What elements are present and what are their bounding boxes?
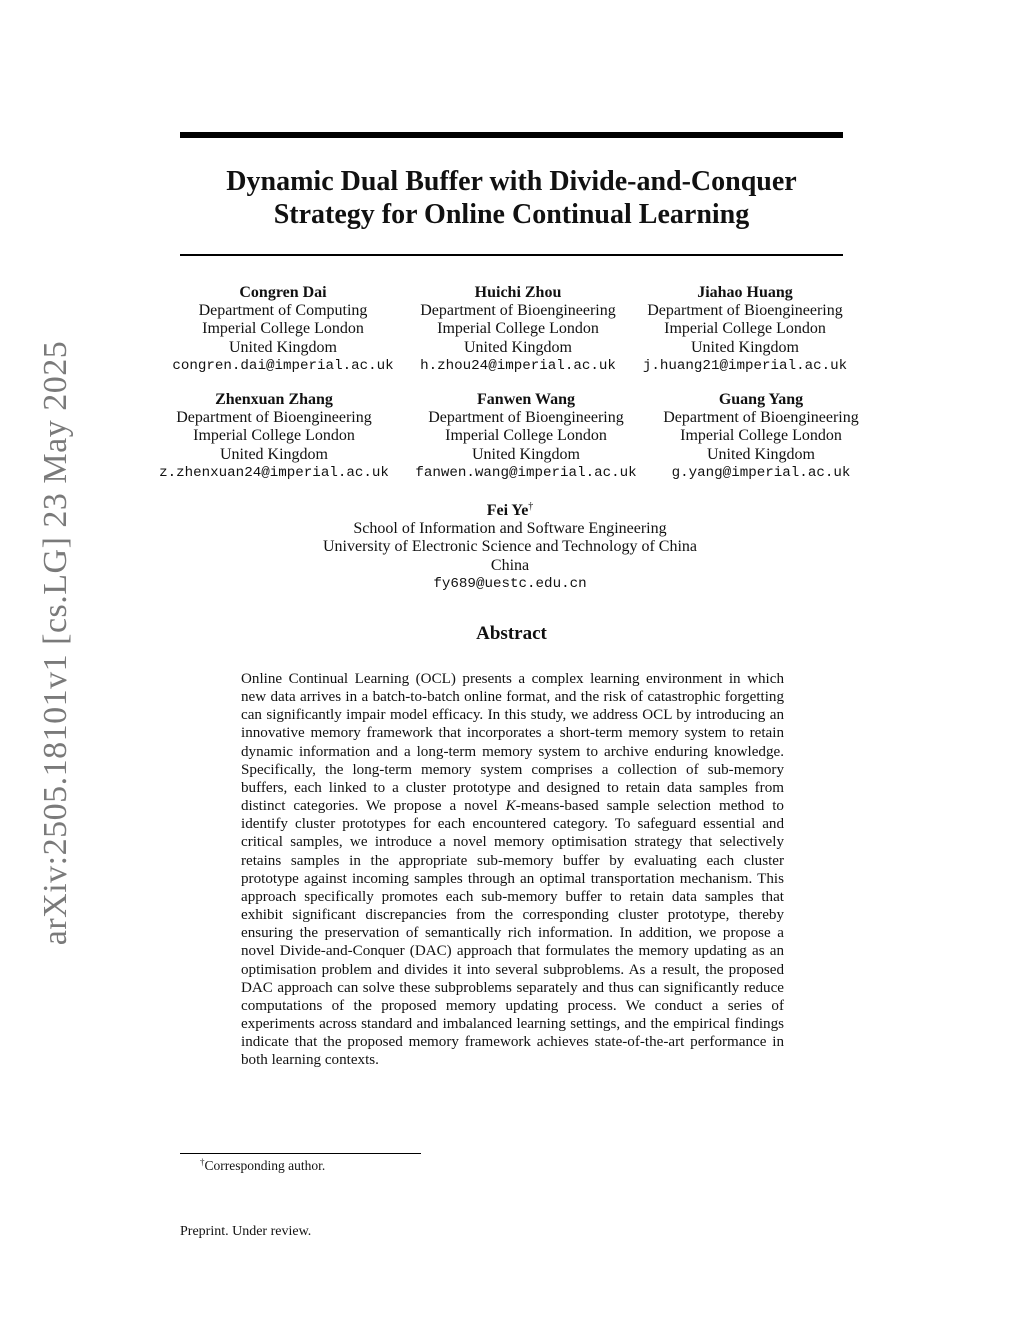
author-institution: Imperial College London [664, 320, 826, 338]
author-name: Fanwen Wang [477, 391, 575, 408]
author-email[interactable]: z.zhenxuan24@imperial.ac.uk [159, 464, 389, 481]
author-country: United Kingdom [463, 338, 572, 356]
author-email[interactable]: congren.dai@imperial.ac.uk [172, 357, 394, 374]
author-email[interactable]: g.yang@imperial.ac.uk [671, 464, 851, 481]
footnote-rule [180, 1153, 421, 1154]
author-institution: Imperial College London [193, 427, 355, 445]
author-institution: Imperial College London [445, 427, 607, 445]
author-block [663, 391, 859, 482]
author-name: Guang Yang [718, 391, 804, 408]
author-email[interactable]: fanwen.wang@imperial.ac.uk [415, 464, 637, 481]
abstract-text-part-1: Online Continual Learning (OCL) presents a complex learning environment in which new data arrives in a batch-to-batch online format, and the risk of catastrophic forgetting can significantly impair model efficacy. In this study, we address OCL by introducing an innovative memory framework that incorporates a short-term memory system to retain dynamic information and a long-term memory system to archive enduring knowledge. Specifically, the long-term memory system comprises a collection of sub-memory buffers, each linked to a cluster prototype and designed to retain data samples from distinct categories. We propose a novel [241, 671, 784, 815]
abstract-heading: Abstract [476, 623, 547, 644]
author-institution: Imperial College London [680, 427, 842, 445]
author-country: United Kingdom [229, 338, 337, 356]
author-name-text: Fei Ye [486, 502, 529, 519]
author-country: United Kingdom [691, 338, 799, 356]
author-block [159, 391, 389, 482]
author-block [415, 391, 636, 482]
author-block [172, 284, 393, 375]
author-country: United Kingdom [707, 445, 815, 463]
author-department: School of Information and Software Engineering [353, 520, 667, 538]
author-email[interactable]: fy689@uestc.edu.cn [433, 575, 587, 592]
author-name: Congren Dai [239, 284, 327, 301]
author-country: United Kingdom [220, 445, 328, 463]
paper-title [180, 165, 843, 231]
author-block [643, 284, 847, 375]
author-name: Zhenxuan Zhang [215, 391, 333, 408]
footnote-text: Corresponding author. [204, 1158, 326, 1173]
author-institution: Imperial College London [202, 320, 364, 338]
author-department: Department of Bioengineering [420, 302, 616, 320]
author-country: United Kingdom [472, 445, 580, 463]
corresponding-author-mark: † [528, 501, 534, 512]
abstract-text-part-2: -means-based sample selection method to identify cluster prototypes for each encountered category. To safeguard essential and critical samples, we introduce a novel memory optimisation strategy that selectively retains samples in the appropriate sub-memory buffer by evaluating each cluster prototype against incoming samples through an optimal transportation mechanism. This approach specifically promotes each sub-memory buffer to retain data samples that exhibit significant discrepancies from the corresponding cluster prototype, thereby ensuring the preservation of semantically rich information. In addition, we propose a novel Divide-and-Conquer (DAC) approach that formulates the memory updating as an optimisation problem and divides it into several subproblems. As a result, the proposed DAC approach can solve these subproblems separately and thus can significantly reduce computations of the proposed memory updating process. We conduct a series of experiments across standard and imbalanced learning settings, and the empirical findings indicate that the proposed memory framework achieves state-of-the-art performance in both learning contexts. [241, 798, 784, 1069]
author-department: Department of Computing [198, 302, 368, 320]
author-institution: Imperial College London [437, 320, 599, 338]
preprint-notice: Preprint. Under review. [180, 1224, 312, 1239]
abstract-body [241, 670, 784, 1069]
footnote [200, 1157, 325, 1174]
k-symbol: K [505, 798, 516, 815]
author-name: Jiahao Huang [697, 284, 793, 301]
author-department: Department of Bioengineering [663, 409, 859, 427]
top-rule [180, 132, 843, 138]
author-name: Huichi Zhou [474, 284, 562, 301]
author-department: Department of Bioengineering [428, 409, 624, 427]
author-email[interactable]: h.zhou24@imperial.ac.uk [420, 357, 616, 374]
author-institution: University of Electronic Science and Technology of China [322, 538, 698, 556]
author-department: Department of Bioengineering [647, 302, 843, 320]
footnote-mark: † [200, 1157, 205, 1167]
author-block [420, 284, 616, 375]
title-rule [180, 254, 843, 256]
author-email[interactable]: j.huang21@imperial.ac.uk [642, 357, 848, 374]
title-line-2: Strategy for Online Continual Learning [273, 199, 750, 230]
title-line-1: Dynamic Dual Buffer with Divide-and-Conquer [226, 166, 797, 197]
arxiv-identifier: arXiv:2505.18101v1 [cs.LG] 23 May 2025 [37, 340, 74, 946]
author-block [323, 498, 697, 593]
author-department: Department of Bioengineering [176, 409, 372, 427]
author-name [323, 498, 697, 520]
author-country: China [490, 556, 530, 574]
